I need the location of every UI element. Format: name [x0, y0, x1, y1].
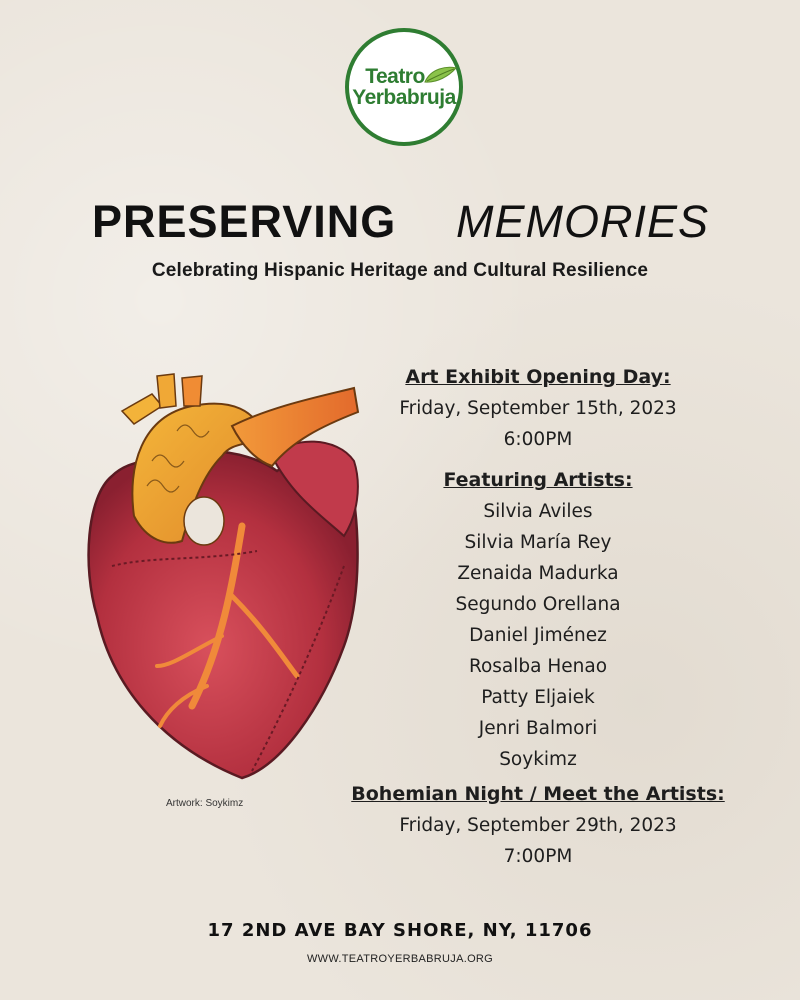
artist-name: Jenri Balmori [478, 718, 598, 739]
artist-name: Zenaida Madurka [457, 563, 619, 584]
artist-name: Soykimz [499, 749, 577, 770]
bohemian-date: Friday, September 29th, 2023 [399, 815, 677, 836]
artist-name: Patty Eljaiek [481, 687, 595, 708]
artist-name: Silvia María Rey [464, 532, 612, 553]
heart-artwork [82, 366, 367, 791]
leaf-icon [423, 66, 457, 84]
title-memories: MEMORIES [456, 196, 710, 247]
featuring-heading: Featuring Artists: [443, 469, 633, 491]
teatro-yerbabruja-logo [345, 28, 463, 146]
artist-name: Rosalba Henao [468, 656, 608, 677]
opening-time: 6:00PM [503, 429, 573, 450]
opening-date: Friday, September 15th, 2023 [399, 398, 677, 419]
website-link[interactable]: WWW.TEATROYERBABRUJA.ORG [306, 953, 494, 965]
opening-heading: Art Exhibit Opening Day: [405, 366, 671, 388]
artwork-credit: Artwork: Soykimz [166, 798, 244, 809]
artist-name: Silvia Aviles [483, 501, 593, 522]
subtitle: Celebrating Hispanic Heritage and Cultural Resilience [151, 260, 649, 281]
title-preserving: PRESERVING [92, 196, 397, 247]
address: 17 2ND AVE BAY SHORE, NY, 11706 [207, 920, 593, 941]
artist-name: Segundo Orellana [455, 594, 621, 615]
event-info [338, 362, 738, 872]
bohemian-heading: Bohemian Night / Meet the Artists: [351, 783, 725, 805]
logo-line-2: Yerbabruja [352, 86, 456, 109]
bohemian-time: 7:00PM [503, 846, 573, 867]
artist-name: Daniel Jiménez [469, 625, 607, 646]
logo-line-1: Teatro [365, 65, 425, 88]
